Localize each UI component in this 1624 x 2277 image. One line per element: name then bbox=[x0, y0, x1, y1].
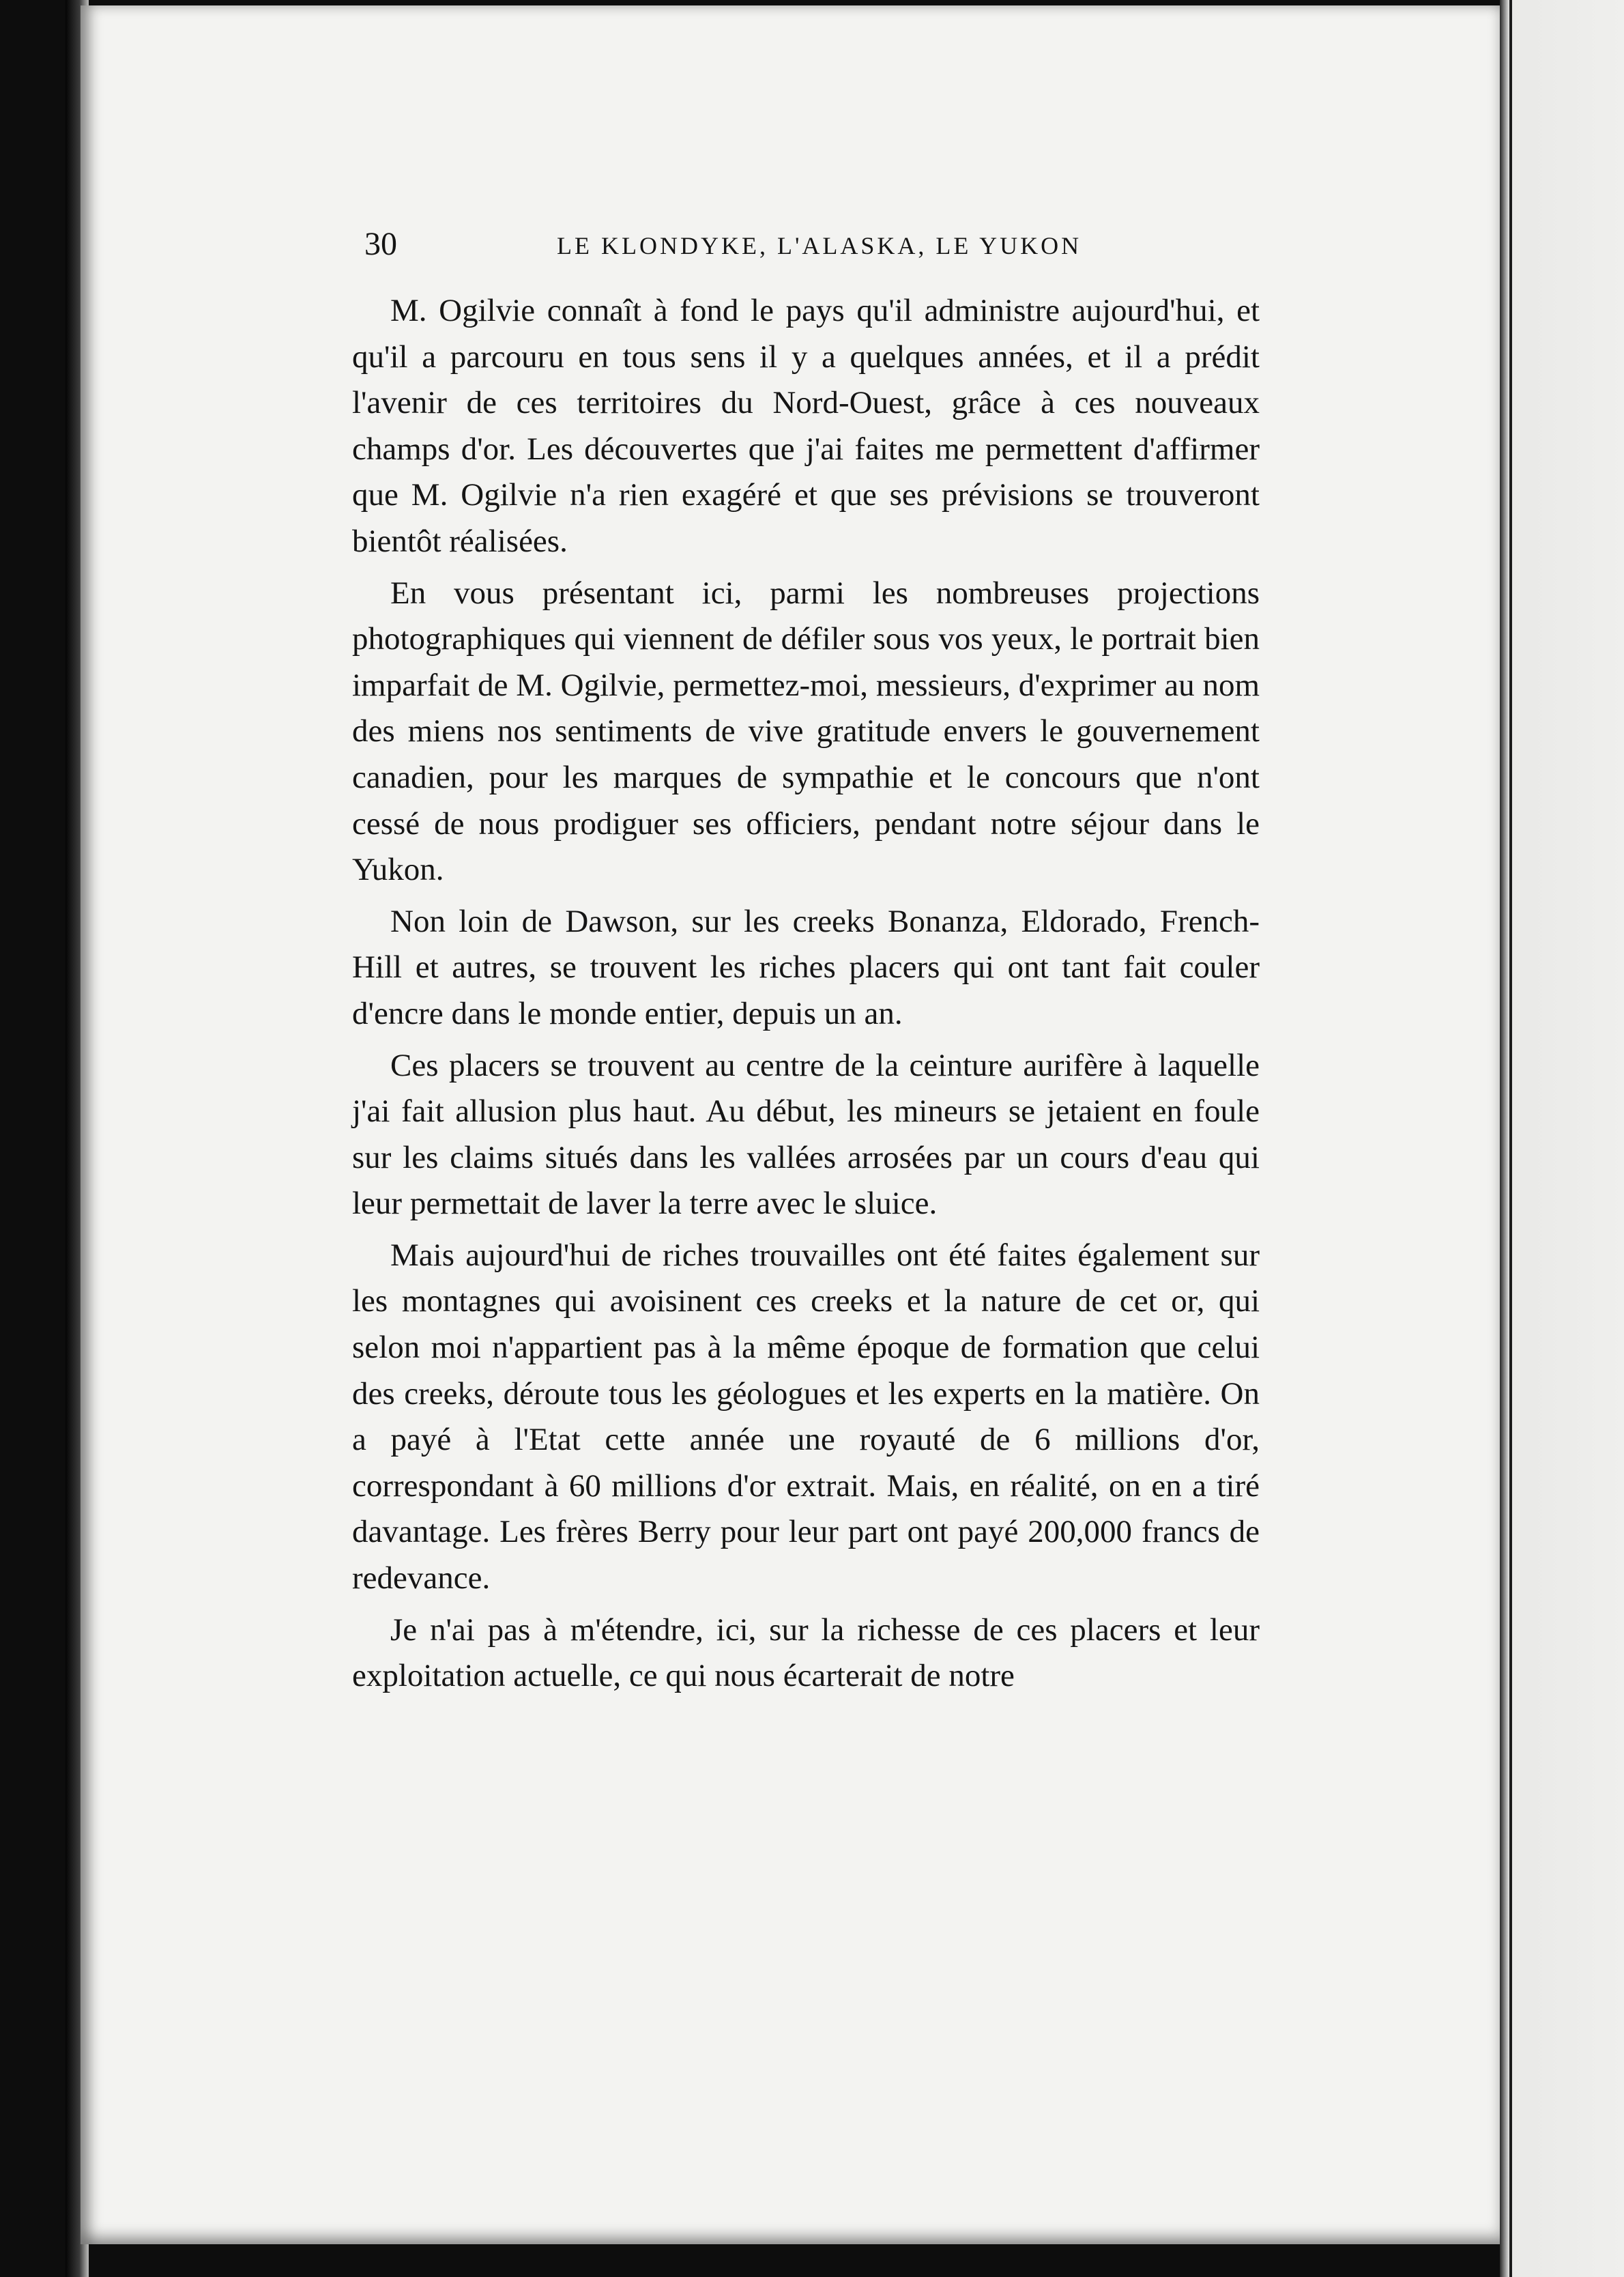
paragraph: Ces placers se trouvent au centre de la ceinture aurifère à laquelle j'ai fait allusion plus haut. Au début, les mineurs se jetaient en foule sur les claims situés dans les vallées arrosées par un cours d'eau qui leur permettait de laver la terre avec le sluice. bbox=[352, 1047, 1260, 1222]
page-header bbox=[364, 224, 1251, 265]
paragraph: M. Ogilvie connaît à fond le pays qu'il administre aujourd'hui, et qu'il a parcouru en tous sens il y a quelques années, et il a prédit l'avenir de ces territoires du Nord-Ouest, grâce à ces nouveaux champs d'or. Les découvertes que j'ai faites me permettent d'affirmer que M. Ogilvie n'a rien exagéré et que ses prévisions se trouveront bientôt réalisées. bbox=[352, 293, 1260, 559]
running-head: LE KLONDYKE, L'ALASKA, LE YUKON bbox=[557, 232, 1082, 259]
paragraph: En vous présentant ici, parmi les nombreuses projections photographiques qui viennent de défiler sous vos yeux, le portrait bien imparfait de M. Ogilvie, permettez-moi, messieurs, d'exprimer au nom des miens nos sentiments de vive gratitude envers le gouvernement canadien, pour les marques de sympathie et le concours que n'ont cessé de nous prodiguer ses officiers, pendant notre séjour dans le Yukon. bbox=[352, 575, 1260, 888]
next-page-edge bbox=[1500, 0, 1624, 2277]
page-number: 30 bbox=[364, 226, 397, 262]
paragraph: Non loin de Dawson, sur les creeks Bonanza, Eldorado, French-Hill et autres, se trouvent les riches placers qui ont tant fait couler d'encre dans le monde entier, depuis un an. bbox=[352, 903, 1260, 1031]
body-text bbox=[352, 288, 1260, 1700]
paragraph: Je n'ai pas à m'étendre, ici, sur la richesse de ces placers et leur exploitation actuelle, ce qui nous écarterait de notre bbox=[352, 1612, 1260, 1694]
paragraph: Mais aujourd'hui de riches trouvailles ont été faites également sur les montagnes qui avoisinent ces creeks et la nature de cet or, qui selon moi n'appartient pas à la même époque de formation que celui des creeks, déroute tous les géologues et les experts en la matière. On a payé à l'Etat cette année une royauté de 6 millions d'or, correspondant à 60 millions d'or extrait. Mais, en réalité, on en a tiré davantage. Les frères Berry pour leur part ont payé 200,000 francs de redevance. bbox=[352, 1237, 1260, 1596]
